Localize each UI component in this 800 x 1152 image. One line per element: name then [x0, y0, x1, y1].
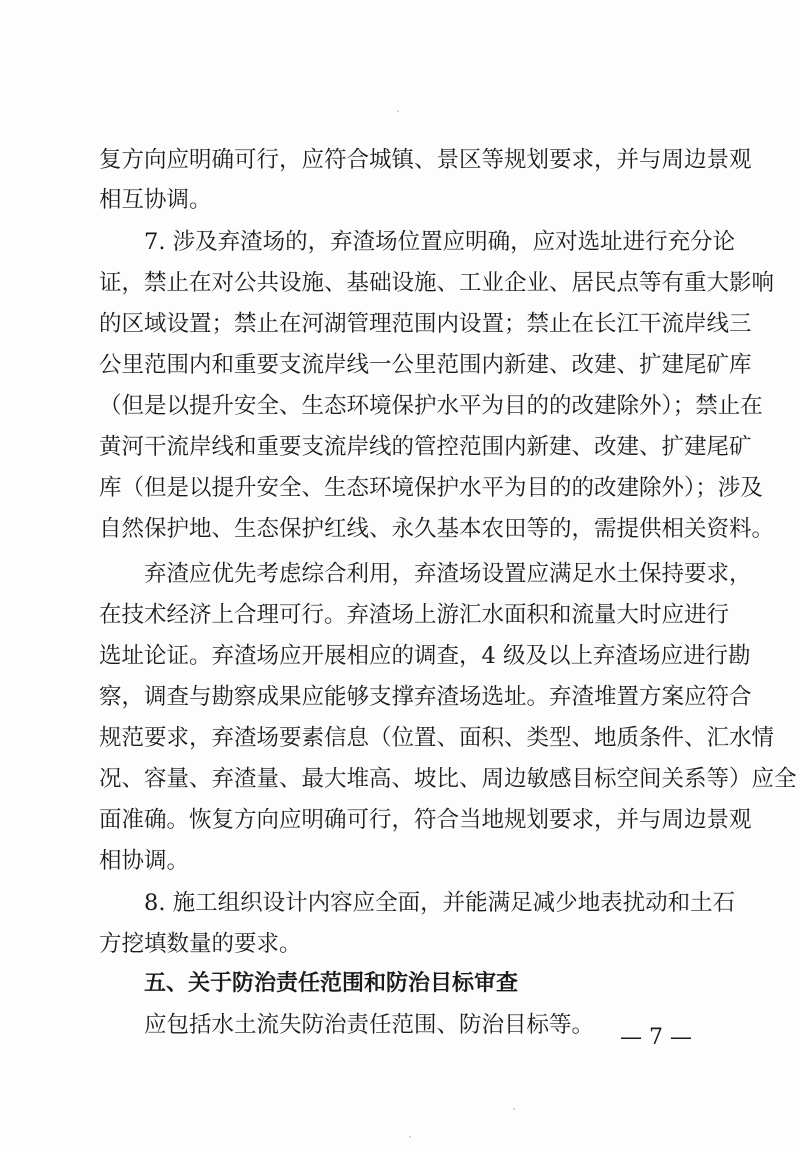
section-heading: 五、关于防治责任范围和防治目标审查	[144, 971, 519, 996]
page-number: — 7 —	[620, 1025, 692, 1050]
scan-speck	[409, 1136, 411, 1138]
text-line: 自然保护地、生态保护红线、永久基本农田等的，需提供相关资料。	[99, 516, 775, 542]
text-line: 黄河干流岸线和重要支流岸线的管控范围内新建、改建、扩建尾矿	[99, 434, 752, 460]
scan-speck	[397, 110, 399, 112]
scan-speck	[513, 1108, 515, 1110]
text-line: 8. 施工组织设计内容应全面，并能满足减少地表扰动和土石	[144, 890, 736, 916]
text-line: 方挖填数量的要求。	[99, 931, 302, 957]
text-line: 面准确。恢复方向应明确可行，符合当地规划要求，并与周边景观	[99, 807, 752, 833]
text-line: 相互协调。	[99, 187, 212, 213]
text-line: 的区域设置；禁止在河湖管理范围内设置；禁止在长江干流岸线三	[99, 311, 752, 337]
text-line: 证，禁止在对公共设施、基础设施、工业企业、居民点等有重大影响	[99, 270, 775, 296]
text-line: 相协调。	[99, 848, 190, 874]
text-line: 库（但是以提升安全、生态环境保护水平为目的的改建除外）；涉及	[99, 475, 763, 501]
text-line: 在技术经济上合理可行。弃渣场上游汇水面积和流量大时应进行	[99, 602, 730, 628]
text-line: （但是以提升安全、生态环境保护水平为目的的改建除外）；禁止在	[99, 393, 763, 419]
text-line: 弃渣应优先考虑综合利用，弃渣场设置应满足水土保持要求，	[144, 561, 752, 587]
text-line: 察，调查与勘察成果应能够支撑弃渣场选址。弃渣堆置方案应符合	[99, 684, 752, 710]
text-line: 况、容量、弃渣量、最大堆高、坡比、周边敏感目标空间关系等）应全	[99, 766, 797, 792]
text-line: 7. 涉及弃渣场的，弃渣场位置应明确，应对选址进行充分论	[144, 229, 736, 255]
text-line: 公里范围内和重要支流岸线一公里范围内新建、改建、扩建尾矿库	[99, 352, 752, 378]
text-line: 选址论证。弃渣场应开展相应的调查，4 级及以上弃渣场应进行勘	[99, 643, 751, 669]
text-line: 规范要求，弃渣场要素信息（位置、面积、类型、地质条件、汇水情	[99, 725, 775, 751]
text-line: 复方向应明确可行，应符合城镇、景区等规划要求，并与周边景观	[99, 147, 752, 173]
text-line: 应包括水土流失防治责任范围、防治目标等。	[144, 1012, 595, 1038]
